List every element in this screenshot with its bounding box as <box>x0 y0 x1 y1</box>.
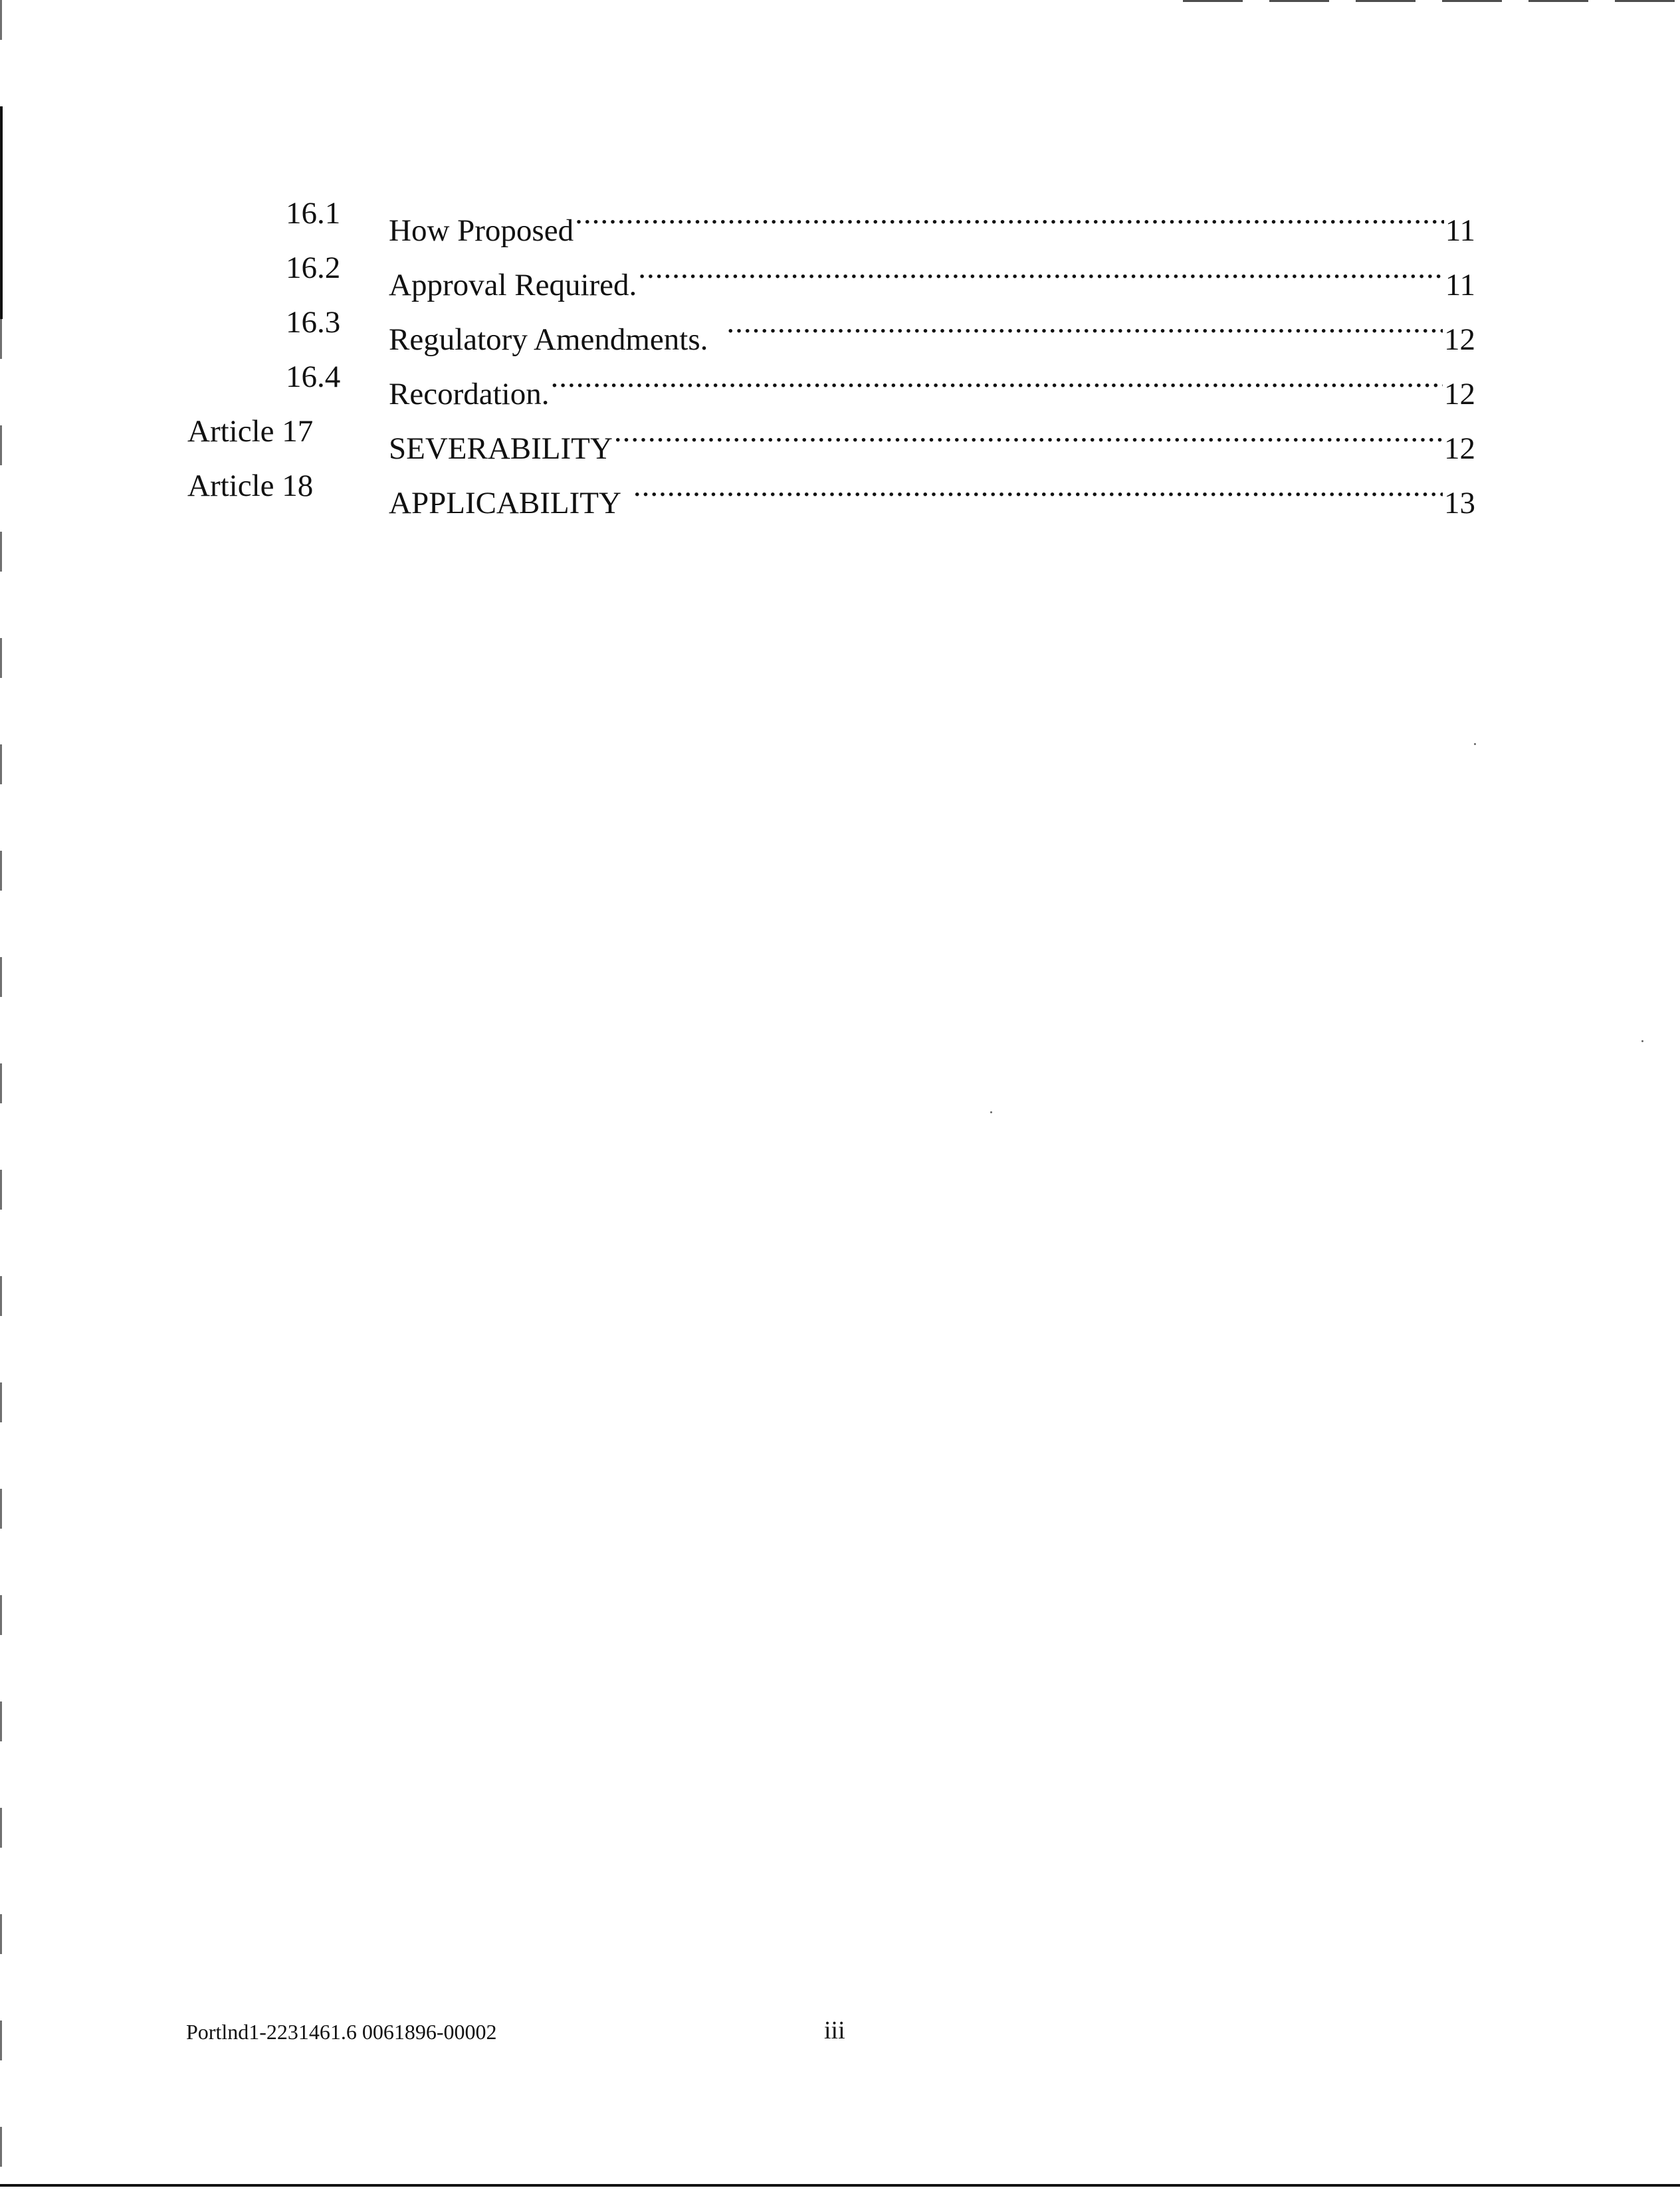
toc-dot-leader <box>726 295 1443 350</box>
toc-dot-leader <box>575 186 1444 241</box>
toc-entry-number: 16.2 <box>286 251 341 285</box>
toc-entry-body <box>389 459 1475 530</box>
scan-speck <box>1474 743 1476 745</box>
toc-entry-number: Article 18 <box>187 469 314 503</box>
toc-entry-title: Recordation. <box>389 377 550 411</box>
toc-dot-leader <box>550 350 1443 404</box>
toc-entry <box>0 241 1680 302</box>
toc-entry-number: 16.1 <box>286 196 341 231</box>
toc-entry <box>0 295 1680 357</box>
toc-dot-leader <box>614 404 1443 459</box>
scan-speck <box>990 1111 992 1113</box>
toc-entry-title: APPLICABILITY <box>389 486 621 520</box>
toc-dot-leader <box>633 459 1443 513</box>
toc-entry-page: 11 <box>1445 213 1475 248</box>
toc-entry-number: 16.3 <box>286 305 341 340</box>
toc-entry-title: How Proposed <box>389 213 574 248</box>
toc-entry-page: 12 <box>1444 377 1475 411</box>
footer-document-id: Portlnd1-2231461.6 0061896-00002 <box>186 2020 497 2044</box>
toc-entry-page: 12 <box>1444 431 1475 466</box>
toc-entry-page: 13 <box>1444 486 1475 520</box>
toc-entry-number: 16.4 <box>286 360 341 394</box>
toc-dot-leader <box>638 241 1443 295</box>
toc-entry <box>0 404 1680 466</box>
toc-entry-title: Regulatory Amendments. <box>389 322 708 357</box>
scan-speck <box>1641 1040 1643 1042</box>
footer-page-number: iii <box>824 2017 845 2044</box>
scan-edge-top <box>1183 0 1680 2</box>
toc-entry <box>0 350 1680 411</box>
toc-entry-number: Article 17 <box>187 414 314 449</box>
toc-entry-page: 12 <box>1444 322 1475 357</box>
toc-entry-page: 11 <box>1445 268 1475 302</box>
toc-entry <box>0 459 1680 520</box>
toc-entry-title: Approval Required. <box>389 268 637 302</box>
scan-edge-bottom <box>0 2184 1680 2187</box>
toc-entry <box>0 186 1680 248</box>
toc-entry-title: SEVERABILITY <box>389 431 613 466</box>
